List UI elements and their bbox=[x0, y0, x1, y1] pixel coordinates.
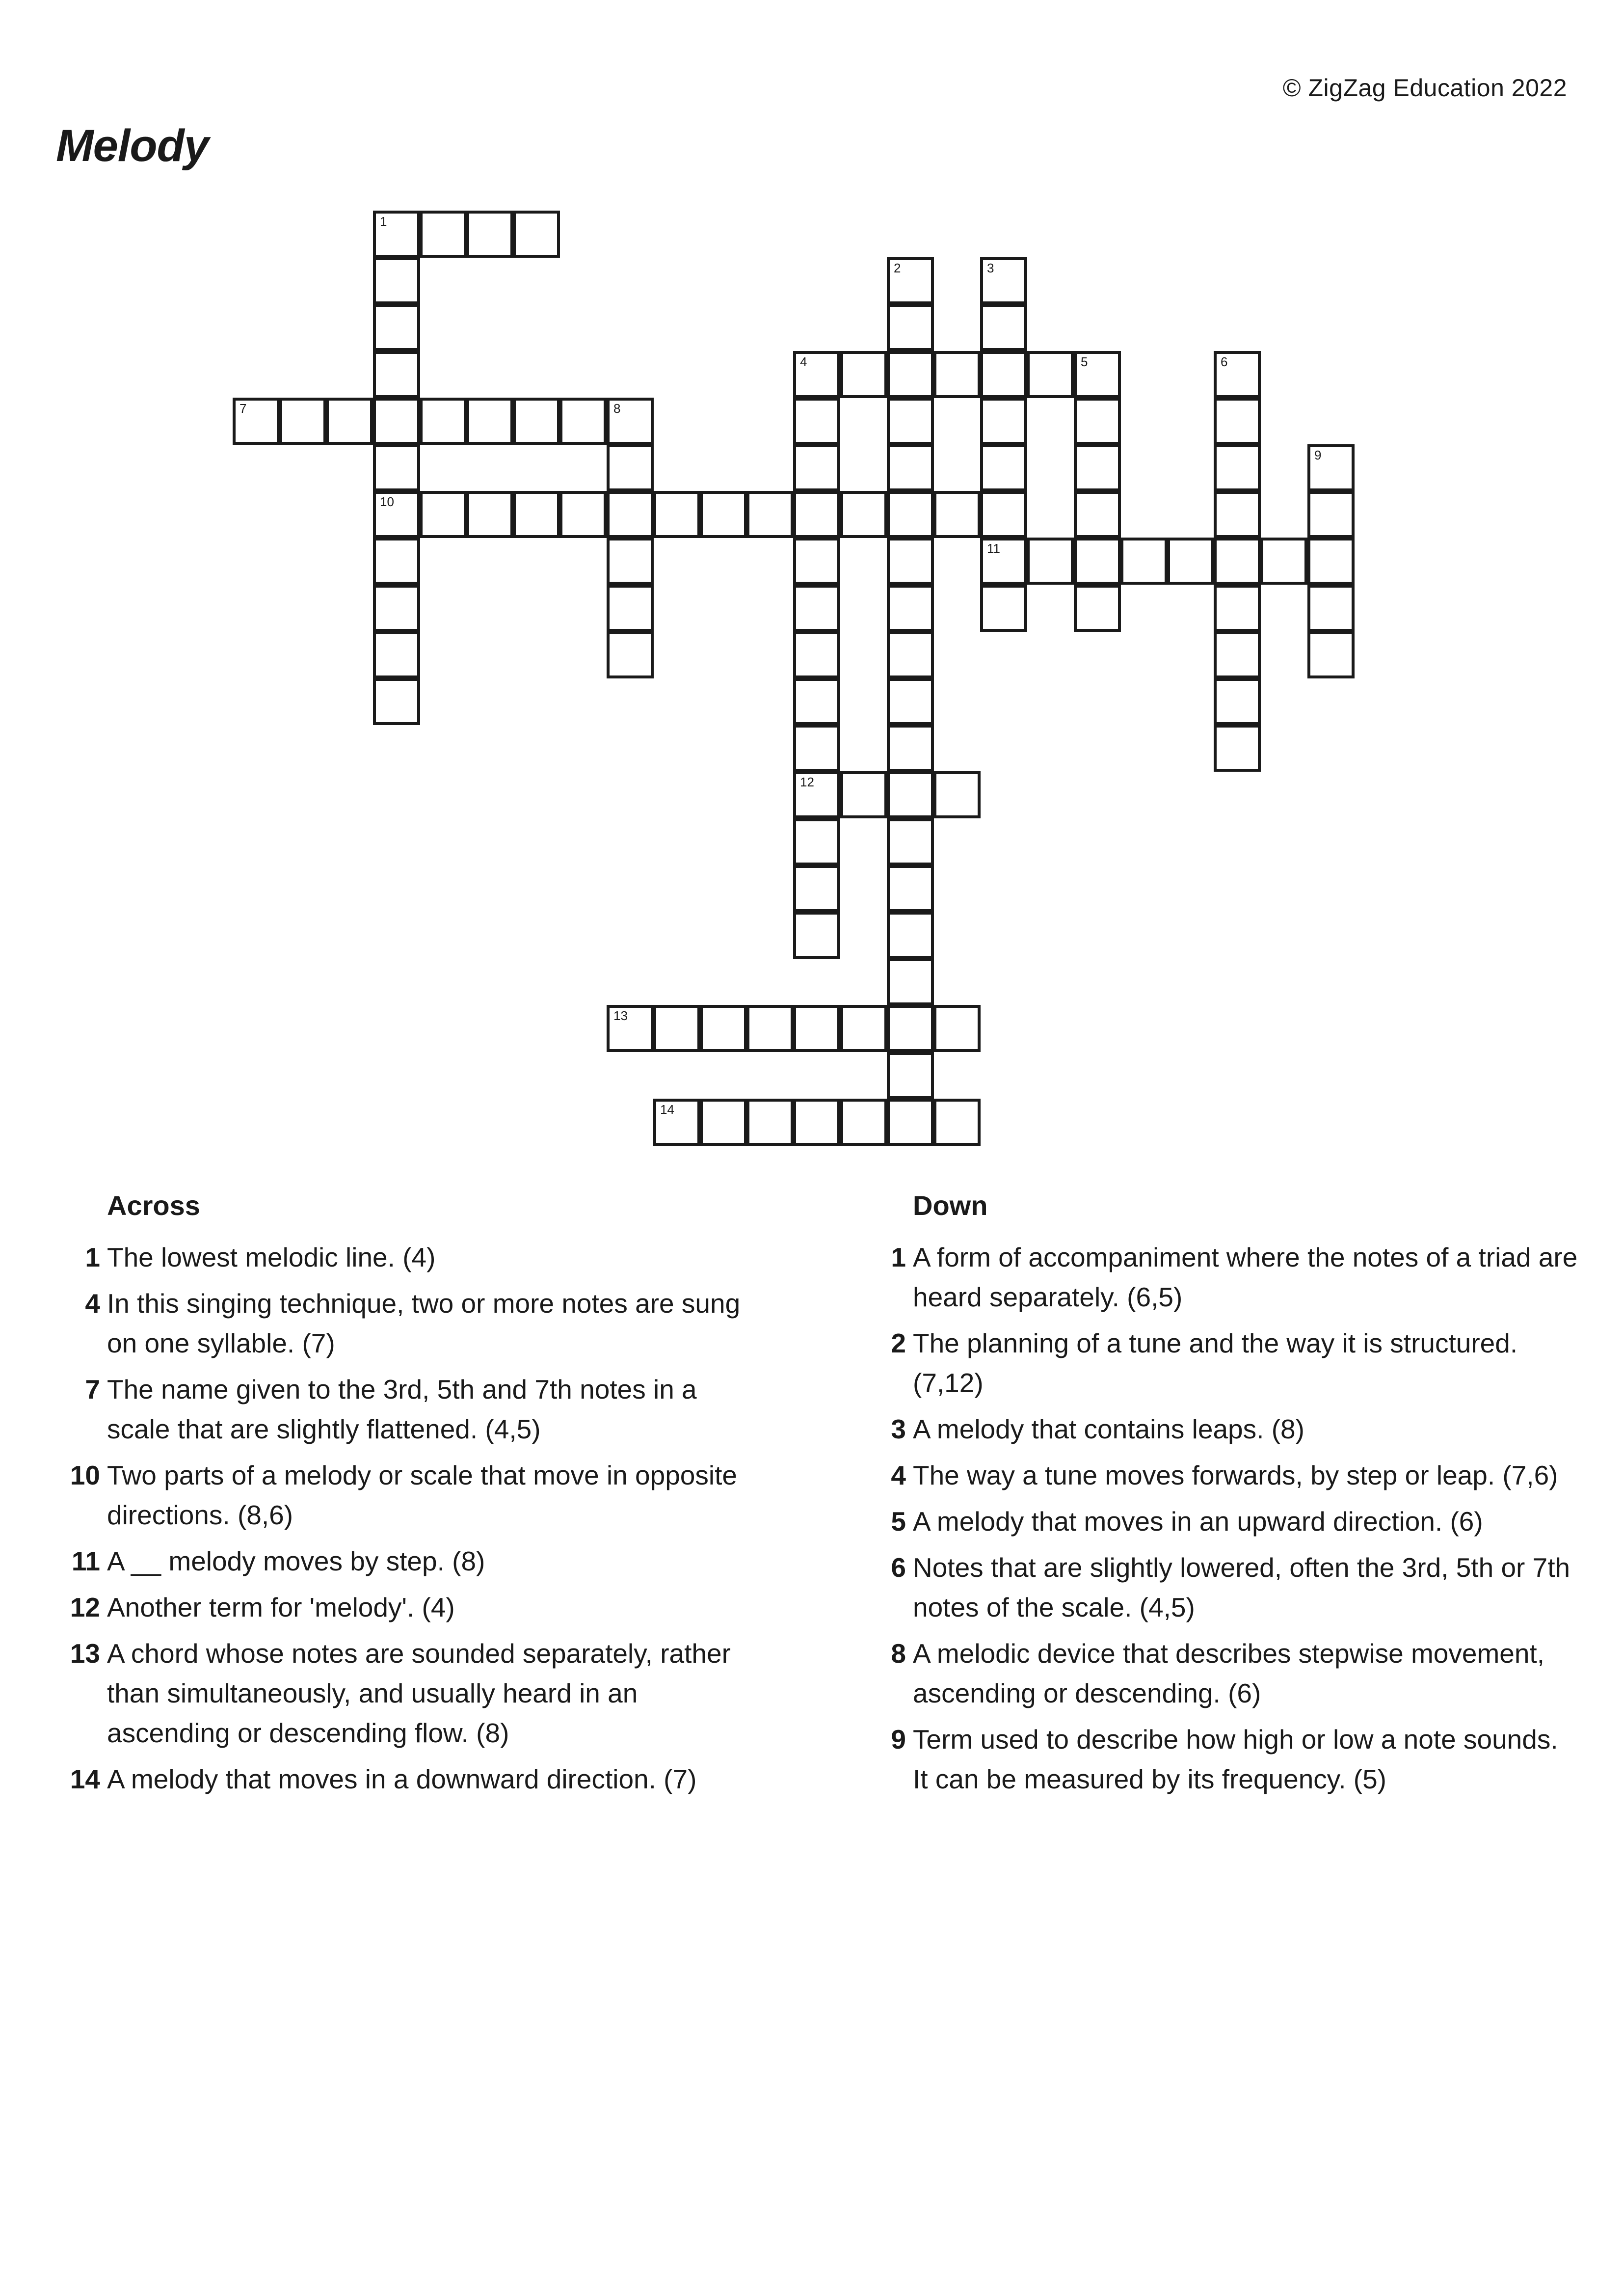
down-clues bbox=[864, 1188, 1580, 1806]
grid-cell[interactable] bbox=[887, 257, 934, 304]
clue-number: 13 bbox=[613, 1008, 628, 1023]
grid-cell[interactable] bbox=[933, 1099, 981, 1146]
grid-cell[interactable] bbox=[653, 1005, 700, 1052]
grid-cell[interactable] bbox=[933, 1005, 981, 1052]
clue-number: 4 bbox=[85, 1288, 100, 1319]
grid-cell[interactable] bbox=[607, 444, 654, 491]
grid-cell[interactable] bbox=[980, 491, 1027, 538]
clue-number: 5 bbox=[891, 1506, 906, 1537]
grid-cell[interactable] bbox=[1167, 538, 1214, 585]
grid-cell[interactable] bbox=[887, 444, 934, 491]
grid-cell[interactable] bbox=[980, 351, 1027, 398]
down-clue-2 bbox=[864, 1324, 1580, 1403]
clue-number: 4 bbox=[891, 1459, 906, 1490]
grid-cell[interactable] bbox=[1074, 444, 1121, 491]
grid-cell[interactable] bbox=[887, 818, 934, 865]
clue-number: 14 bbox=[660, 1102, 674, 1117]
clue-number: 7 bbox=[85, 1374, 100, 1405]
grid-cell[interactable] bbox=[1214, 678, 1261, 725]
grid-cell[interactable] bbox=[793, 631, 840, 678]
grid-cell[interactable] bbox=[887, 1052, 934, 1099]
grid-cell[interactable] bbox=[887, 491, 934, 538]
grid-cell[interactable] bbox=[700, 1005, 747, 1052]
down-clue-8 bbox=[864, 1634, 1580, 1713]
grid-cell[interactable] bbox=[607, 631, 654, 678]
grid-cell[interactable] bbox=[1214, 444, 1261, 491]
grid-cell[interactable] bbox=[513, 211, 560, 258]
grid-cell[interactable] bbox=[840, 351, 887, 398]
grid-cell[interactable] bbox=[980, 538, 1027, 585]
grid-cell[interactable] bbox=[887, 678, 934, 725]
grid-cell[interactable] bbox=[793, 585, 840, 632]
grid-cell[interactable] bbox=[1027, 351, 1074, 398]
grid-cell[interactable] bbox=[1307, 538, 1355, 585]
grid-cell[interactable] bbox=[793, 1005, 840, 1052]
clue-number: 12 bbox=[70, 1592, 100, 1622]
grid-cell[interactable] bbox=[887, 398, 934, 445]
grid-cell[interactable] bbox=[700, 1099, 747, 1146]
grid-cell[interactable] bbox=[373, 491, 420, 538]
grid-cell[interactable] bbox=[233, 398, 280, 445]
page-title: Melody bbox=[56, 121, 209, 171]
grid-cell[interactable] bbox=[793, 725, 840, 772]
grid-cell[interactable] bbox=[1074, 585, 1121, 632]
grid-cell[interactable] bbox=[793, 912, 840, 959]
grid-cell[interactable] bbox=[420, 491, 467, 538]
grid-cell[interactable] bbox=[373, 351, 420, 398]
grid-cell[interactable] bbox=[607, 491, 654, 538]
grid-cell[interactable] bbox=[653, 491, 700, 538]
grid-cell[interactable] bbox=[840, 491, 887, 538]
grid-cell[interactable] bbox=[1074, 538, 1121, 585]
clue-text: The way a tune moves forwards, by step or leap. (7,6) bbox=[913, 1459, 1558, 1490]
clue-text: The planning of a tune and the way it is structured. (7,12) bbox=[913, 1327, 1518, 1398]
across-clue-7 bbox=[58, 1370, 745, 1449]
clue-text: Another term for 'melody'. (4) bbox=[107, 1592, 455, 1622]
grid-cell[interactable] bbox=[887, 631, 934, 678]
grid-cell[interactable] bbox=[607, 538, 654, 585]
clue-text: A melodic device that describes stepwise movement, ascending or descending. (6) bbox=[913, 1638, 1544, 1708]
grid-cell[interactable] bbox=[887, 912, 934, 959]
clue-number: 14 bbox=[70, 1763, 100, 1794]
grid-cell[interactable] bbox=[1307, 444, 1355, 491]
grid-cell[interactable] bbox=[887, 538, 934, 585]
clue-number: 10 bbox=[380, 494, 394, 509]
grid-cell[interactable] bbox=[793, 398, 840, 445]
grid-cell[interactable] bbox=[887, 1005, 934, 1052]
grid-cell[interactable] bbox=[933, 491, 981, 538]
grid-cell[interactable] bbox=[1027, 538, 1074, 585]
grid-cell[interactable] bbox=[373, 444, 420, 491]
grid-cell[interactable] bbox=[1260, 538, 1307, 585]
grid-cell[interactable] bbox=[559, 491, 607, 538]
clue-text: A chord whose notes are sounded separately, rather than simultaneously, and usually heard in an ascending or descending flow. (8) bbox=[107, 1638, 731, 1748]
clue-text: The lowest melodic line. (4) bbox=[107, 1242, 436, 1272]
grid-cell[interactable] bbox=[373, 211, 420, 258]
clue-text: In this singing technique, two or more notes are sung on one syllable. (7) bbox=[107, 1288, 741, 1358]
grid-cell[interactable] bbox=[607, 1005, 654, 1052]
clue-text: Two parts of a melody or scale that move in opposite directions. (8,6) bbox=[107, 1459, 737, 1530]
grid-cell[interactable] bbox=[793, 538, 840, 585]
grid-cell[interactable] bbox=[373, 585, 420, 632]
clue-number: 6 bbox=[1221, 354, 1228, 369]
grid-cell[interactable] bbox=[653, 1099, 700, 1146]
grid-cell[interactable] bbox=[746, 491, 794, 538]
clue-number: 2 bbox=[891, 1327, 906, 1358]
clue-text: A melody that moves in a downward direction. (7) bbox=[107, 1763, 697, 1794]
grid-cell[interactable] bbox=[373, 678, 420, 725]
grid-cell[interactable] bbox=[887, 865, 934, 912]
clue-number: 12 bbox=[800, 775, 814, 789]
down-clue-1 bbox=[864, 1238, 1580, 1317]
grid-cell[interactable] bbox=[373, 398, 420, 445]
grid-cell[interactable] bbox=[1214, 398, 1261, 445]
grid-cell[interactable] bbox=[887, 958, 934, 1005]
grid-cell[interactable] bbox=[887, 351, 934, 398]
grid-cell[interactable] bbox=[746, 1099, 794, 1146]
across-clue-10 bbox=[58, 1456, 745, 1535]
clue-number: 11 bbox=[71, 1545, 100, 1576]
clue-text: The name given to the 3rd, 5th and 7th notes in a scale that are slightly flattened. (4,5) bbox=[107, 1374, 697, 1444]
grid-cell[interactable] bbox=[980, 444, 1027, 491]
grid-cell[interactable] bbox=[326, 398, 373, 445]
clue-number: 3 bbox=[987, 261, 994, 275]
grid-cell[interactable] bbox=[513, 398, 560, 445]
clue-text: A form of accompaniment where the notes of a triad are heard separately. (6,5) bbox=[913, 1242, 1578, 1312]
grid-cell[interactable] bbox=[1307, 491, 1355, 538]
clue-number: 9 bbox=[1314, 448, 1322, 462]
across-clue-1 bbox=[58, 1238, 745, 1277]
grid-cell[interactable] bbox=[1074, 491, 1121, 538]
grid-cell[interactable] bbox=[980, 585, 1027, 632]
grid-cell[interactable] bbox=[466, 398, 513, 445]
clue-number: 13 bbox=[70, 1638, 100, 1669]
clue-text: Term used to describe how high or low a note sounds. It can be measured by its frequency. (5) bbox=[913, 1724, 1558, 1794]
grid-cell[interactable] bbox=[793, 1099, 840, 1146]
grid-cell[interactable] bbox=[887, 771, 934, 818]
across-clue-12 bbox=[58, 1588, 745, 1627]
grid-cell[interactable] bbox=[980, 257, 1027, 304]
grid-cell[interactable] bbox=[1307, 631, 1355, 678]
clue-number: 3 bbox=[891, 1413, 906, 1444]
grid-cell[interactable] bbox=[607, 398, 654, 445]
clue-number: 8 bbox=[613, 401, 621, 416]
clue-text: A melody that contains leaps. (8) bbox=[913, 1413, 1304, 1444]
grid-cell[interactable] bbox=[887, 1099, 934, 1146]
grid-cell[interactable] bbox=[933, 771, 981, 818]
grid-cell[interactable] bbox=[793, 351, 840, 398]
grid-cell[interactable] bbox=[793, 865, 840, 912]
grid-cell[interactable] bbox=[793, 818, 840, 865]
down-clue-9 bbox=[864, 1720, 1580, 1799]
grid-cell[interactable] bbox=[793, 444, 840, 491]
clue-number: 1 bbox=[380, 214, 387, 229]
grid-cell[interactable] bbox=[980, 398, 1027, 445]
grid-cell[interactable] bbox=[980, 304, 1027, 351]
grid-cell[interactable] bbox=[1214, 351, 1261, 398]
clue-number: 1 bbox=[891, 1242, 906, 1272]
grid-cell[interactable] bbox=[420, 398, 467, 445]
clue-number: 6 bbox=[891, 1552, 906, 1583]
grid-cell[interactable] bbox=[933, 351, 981, 398]
grid-cell[interactable] bbox=[1214, 491, 1261, 538]
down-clue-list bbox=[864, 1238, 1580, 1799]
grid-cell[interactable] bbox=[466, 491, 513, 538]
clue-number: 11 bbox=[987, 541, 1000, 556]
grid-cell[interactable] bbox=[279, 398, 326, 445]
copyright-notice: © ZigZag Education 2022 bbox=[1282, 74, 1567, 102]
grid-cell[interactable] bbox=[373, 304, 420, 351]
across-clues bbox=[58, 1188, 745, 1806]
grid-cell[interactable] bbox=[373, 538, 420, 585]
grid-cell[interactable] bbox=[700, 491, 747, 538]
grid-cell[interactable] bbox=[887, 725, 934, 772]
clue-text: A melody that moves in an upward direction. (6) bbox=[913, 1506, 1483, 1537]
across-clue-11 bbox=[58, 1541, 745, 1581]
clue-number: 5 bbox=[1081, 354, 1088, 369]
grid-cell[interactable] bbox=[1307, 585, 1355, 632]
grid-cell[interactable] bbox=[373, 631, 420, 678]
across-clue-4 bbox=[58, 1284, 745, 1363]
grid-cell[interactable] bbox=[793, 678, 840, 725]
down-clue-4 bbox=[864, 1456, 1580, 1495]
clue-number: 9 bbox=[891, 1724, 906, 1755]
grid-cell[interactable] bbox=[840, 771, 887, 818]
down-clue-3 bbox=[864, 1409, 1580, 1449]
grid-cell[interactable] bbox=[513, 491, 560, 538]
grid-cell[interactable] bbox=[1214, 538, 1261, 585]
grid-cell[interactable] bbox=[1074, 351, 1121, 398]
grid-cell[interactable] bbox=[793, 491, 840, 538]
grid-cell[interactable] bbox=[1214, 725, 1261, 772]
clue-number: 8 bbox=[891, 1638, 906, 1669]
grid-cell[interactable] bbox=[466, 211, 513, 258]
across-clue-list bbox=[58, 1238, 745, 1799]
grid-cell[interactable] bbox=[1214, 631, 1261, 678]
clue-number: 2 bbox=[894, 261, 901, 275]
clue-number: 10 bbox=[70, 1459, 100, 1490]
grid-cell[interactable] bbox=[1214, 585, 1261, 632]
clue-number: 7 bbox=[239, 401, 247, 416]
grid-cell[interactable] bbox=[840, 1005, 887, 1052]
across-heading: Across bbox=[107, 1190, 200, 1221]
grid-cell[interactable] bbox=[887, 585, 934, 632]
grid-cell[interactable] bbox=[1074, 398, 1121, 445]
clue-text: Notes that are slightly lowered, often the 3rd, 5th or 7th notes of the scale. (4,5) bbox=[913, 1552, 1570, 1622]
grid-cell[interactable] bbox=[887, 304, 934, 351]
across-clue-13 bbox=[58, 1634, 745, 1753]
down-heading: Down bbox=[913, 1190, 988, 1221]
grid-cell[interactable] bbox=[420, 211, 467, 258]
clue-number: 1 bbox=[85, 1242, 100, 1272]
across-clue-14 bbox=[58, 1759, 745, 1799]
grid-cell[interactable] bbox=[840, 1099, 887, 1146]
down-clue-6 bbox=[864, 1548, 1580, 1627]
grid-cell[interactable] bbox=[1120, 538, 1168, 585]
clue-text: A __ melody moves by step. (8) bbox=[107, 1545, 485, 1576]
down-clue-5 bbox=[864, 1502, 1580, 1541]
grid-cell[interactable] bbox=[793, 771, 840, 818]
grid-cell[interactable] bbox=[746, 1005, 794, 1052]
grid-cell[interactable] bbox=[607, 585, 654, 632]
grid-cell[interactable] bbox=[373, 257, 420, 304]
clue-number: 4 bbox=[800, 354, 807, 369]
grid-cell[interactable] bbox=[559, 398, 607, 445]
